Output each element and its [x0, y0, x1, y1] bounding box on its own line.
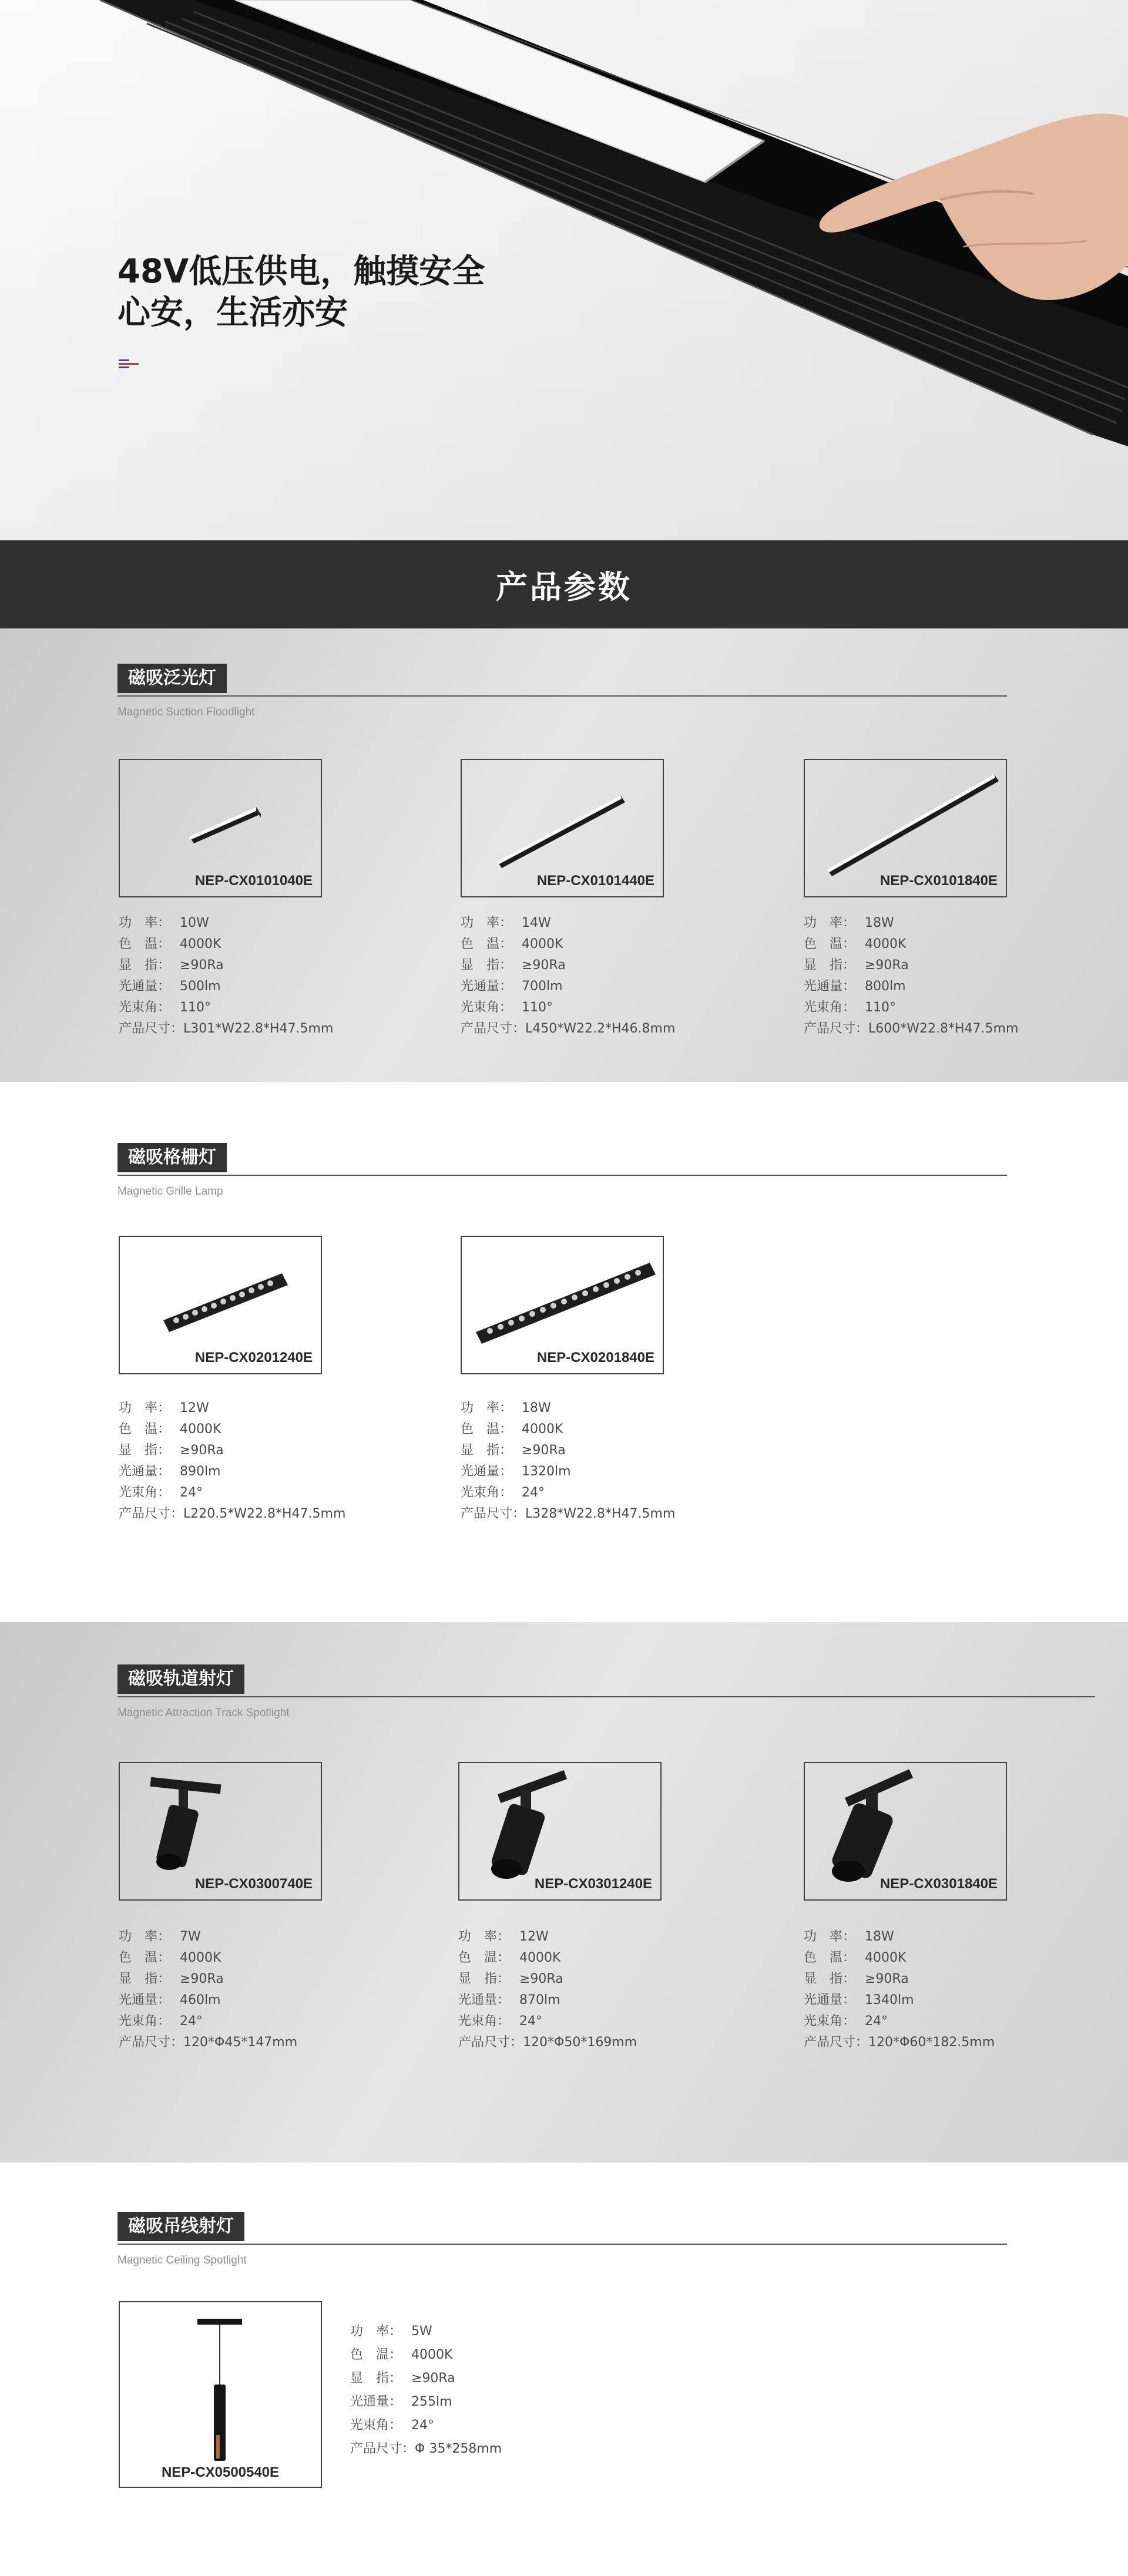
spec-label: 产品尺寸：	[461, 1021, 526, 1036]
spec-label: 光束角：	[350, 2418, 402, 2433]
spec-flux: 460lm	[180, 1993, 221, 2007]
spec-cct: 4000K	[865, 937, 907, 951]
section-title: 磁吸轨道射灯	[118, 1664, 244, 1694]
spec-label: 光通量：	[119, 1993, 171, 2007]
spec-label: 显 指：	[458, 1972, 511, 1986]
spec-beam: 110°	[180, 1000, 211, 1015]
section-subtitle: Magnetic Suction Floodlight	[118, 706, 255, 718]
product-specs	[461, 1398, 707, 1525]
spec-power: 14W	[522, 916, 551, 930]
spec-label: 显 指：	[119, 958, 171, 973]
spec-cct: 4000K	[411, 2348, 453, 2362]
spec-beam: 24°	[411, 2418, 434, 2433]
spec-cri: ≥90Ra	[180, 1443, 224, 1458]
spec-label: 光通量：	[350, 2395, 402, 2409]
spec-label: 产品尺寸：	[458, 2035, 523, 2050]
spec-cri: ≥90Ra	[180, 958, 224, 973]
spec-label: 光通量：	[119, 1464, 171, 1479]
spec-beam: 24°	[519, 2014, 542, 2029]
spec-cct: 4000K	[519, 1951, 561, 1965]
product-specs	[119, 1926, 365, 2053]
spec-flux: 800lm	[865, 979, 906, 994]
spec-size: L450*W22.2*H46.8mm	[525, 1021, 676, 1036]
spec-label: 光束角：	[119, 1000, 171, 1015]
spec-cct: 4000K	[865, 1951, 907, 1965]
spec-label: 显 指：	[119, 1443, 171, 1458]
product-card	[119, 2301, 322, 2488]
spec-label: 色 温：	[804, 1951, 856, 1965]
spec-size: 120*Φ60*182.5mm	[868, 2035, 995, 2050]
spec-label: 光通量：	[804, 1993, 856, 2007]
spec-label: 功 率：	[461, 1401, 513, 1415]
section-subtitle: Magnetic Grille Lamp	[118, 1185, 223, 1198]
spec-beam: 24°	[522, 1485, 545, 1500]
spec-cri: ≥90Ra	[865, 1972, 909, 1986]
section-floodlight	[0, 628, 1128, 1082]
spec-label: 产品尺寸：	[119, 1506, 184, 1521]
spec-label: 功 率：	[350, 2324, 402, 2339]
spec-beam: 24°	[180, 1485, 203, 1500]
spec-size: L600*W22.8*H47.5mm	[868, 1021, 1019, 1036]
spec-label: 产品尺寸：	[804, 1021, 869, 1036]
spec-beam: 110°	[865, 1000, 896, 1015]
spec-label: 产品尺寸：	[119, 1021, 184, 1036]
product-card	[461, 759, 664, 897]
spec-label: 显 指：	[119, 1972, 171, 1986]
spec-label: 产品尺寸：	[119, 2035, 184, 2050]
spec-label: 功 率：	[119, 1401, 171, 1415]
spec-beam: 110°	[522, 1000, 553, 1015]
section-subtitle: Magnetic Attraction Track Spotlight	[118, 1707, 290, 1719]
spec-label: 产品尺寸：	[804, 2035, 869, 2050]
product-model: NEP-CX0301840E	[879, 1876, 998, 1892]
spec-power: 10W	[180, 916, 209, 930]
product-card	[458, 1762, 662, 1901]
spec-flux: 500lm	[180, 979, 221, 994]
spec-cri: ≥90Ra	[522, 958, 566, 973]
spec-label: 光束角：	[461, 1485, 513, 1500]
spec-size: L328*W22.8*H47.5mm	[525, 1506, 676, 1521]
spec-label: 光束角：	[458, 2014, 511, 2029]
spec-power: 18W	[865, 916, 894, 930]
spec-power: 12W	[519, 1929, 549, 1944]
spec-label: 功 率：	[461, 916, 513, 930]
spec-label: 光束角：	[804, 1000, 856, 1015]
product-model: NEP-CX0300740E	[194, 1876, 313, 1892]
spec-label: 光通量：	[461, 979, 513, 994]
spec-label: 产品尺寸：	[461, 1506, 526, 1521]
spec-label: 光通量：	[461, 1464, 513, 1479]
spec-cri: ≥90Ra	[519, 1972, 563, 1986]
spec-flux: 700lm	[522, 979, 563, 994]
divider	[118, 2244, 1007, 2245]
section-grille	[0, 1082, 1128, 1622]
product-model: NEP-CX0500540E	[161, 2464, 280, 2480]
section-ceiling-spotlight	[0, 2163, 1128, 2576]
product-card	[461, 1236, 664, 1374]
spec-label: 光束角：	[461, 1000, 513, 1015]
spec-label: 显 指：	[461, 958, 513, 973]
spec-label: 色 温：	[119, 1951, 171, 1965]
spec-size: Φ 35*258mm	[415, 2442, 502, 2456]
spec-label: 色 温：	[350, 2348, 402, 2362]
spec-label: 光束角：	[804, 2014, 856, 2029]
divider	[118, 1175, 1007, 1176]
product-model: NEP-CX0101840E	[879, 873, 998, 889]
spec-power: 18W	[865, 1929, 894, 1944]
spec-flux: 1320lm	[522, 1464, 571, 1479]
product-specs	[119, 913, 365, 1040]
spec-label: 显 指：	[350, 2371, 402, 2386]
spec-power: 18W	[522, 1401, 551, 1415]
spec-flux: 870lm	[519, 1993, 560, 2007]
product-model: NEP-CX0101440E	[536, 873, 654, 889]
spec-cri: ≥90Ra	[865, 958, 909, 973]
spec-power: 5W	[411, 2324, 432, 2339]
section-title: 磁吸格栅灯	[118, 1143, 227, 1172]
product-model: NEP-CX0201240E	[194, 1350, 313, 1366]
product-card	[119, 759, 322, 897]
ceiling-spotlight-image	[120, 2302, 323, 2489]
spec-size: 120*Φ45*147mm	[183, 2035, 298, 2050]
product-specs	[458, 1926, 705, 2053]
spec-label: 产品尺寸：	[350, 2442, 415, 2456]
product-specs	[804, 1926, 1050, 2053]
product-specs	[804, 913, 1050, 1040]
product-specs	[119, 1398, 365, 1525]
spec-label: 色 温：	[119, 1422, 171, 1437]
spec-label: 光束角：	[119, 2014, 171, 2029]
hero-headline-line1: 48V低压供电，触摸安全	[118, 253, 485, 291]
spec-label: 功 率：	[119, 916, 171, 930]
spec-label: 光通量：	[458, 1993, 511, 2007]
spec-size: 120*Φ50*169mm	[523, 2035, 637, 2050]
spec-cri: ≥90Ra	[522, 1443, 566, 1458]
spec-cct: 4000K	[522, 937, 563, 951]
product-model: NEP-CX0201840E	[536, 1350, 654, 1366]
spec-flux: 255lm	[411, 2395, 452, 2409]
spec-cct: 4000K	[180, 1951, 221, 1965]
spec-power: 7W	[180, 1929, 201, 1944]
spec-size: L220.5*W22.8*H47.5mm	[183, 1506, 346, 1521]
spec-label: 色 温：	[461, 1422, 513, 1437]
spec-label: 显 指：	[804, 1972, 856, 1986]
product-specs	[350, 2320, 597, 2461]
product-model: NEP-CX0101040E	[194, 873, 313, 889]
spec-label: 光通量：	[119, 979, 171, 994]
spec-label: 光通量：	[804, 979, 856, 994]
spec-label: 显 指：	[461, 1443, 513, 1458]
spec-flux: 890lm	[180, 1464, 221, 1479]
spec-cct: 4000K	[522, 1422, 563, 1437]
spec-label: 色 温：	[461, 937, 513, 951]
divider	[118, 695, 1007, 697]
spec-label: 光束角：	[119, 1485, 171, 1500]
spec-label: 色 温：	[804, 937, 856, 951]
spec-label: 功 率：	[119, 1929, 171, 1944]
flag-icon	[119, 358, 139, 370]
spec-label: 功 率：	[804, 916, 856, 930]
section-subtitle: Magnetic Ceiling Spotlight	[118, 2254, 247, 2266]
spec-cct: 4000K	[180, 937, 221, 951]
spec-size: L301*W22.8*H47.5mm	[183, 1021, 334, 1036]
hero-headline	[118, 251, 529, 334]
spec-beam: 24°	[865, 2014, 888, 2029]
spec-cri: ≥90Ra	[180, 1972, 224, 1986]
spec-label: 功 率：	[458, 1929, 511, 1944]
hero-headline-line2: 心安，生活亦安	[118, 294, 348, 332]
spec-beam: 24°	[180, 2014, 203, 2029]
spec-cct: 4000K	[180, 1422, 221, 1437]
spec-label: 色 温：	[119, 937, 171, 951]
section-banner	[0, 540, 1128, 628]
hero-banner	[0, 0, 1128, 540]
product-model: NEP-CX0301240E	[534, 1876, 652, 1892]
spec-cri: ≥90Ra	[411, 2371, 455, 2386]
spec-flux: 1340lm	[865, 1993, 914, 2007]
banner-title: 产品参数	[496, 568, 632, 606]
spec-label: 功 率：	[804, 1929, 856, 1944]
section-title: 磁吸泛光灯	[118, 664, 227, 693]
product-card	[804, 759, 1007, 897]
product-card	[119, 1762, 322, 1901]
divider	[118, 1696, 1095, 1697]
spec-label: 色 温：	[458, 1951, 511, 1965]
section-title: 磁吸吊线射灯	[118, 2212, 244, 2241]
product-specs	[461, 913, 707, 1040]
section-track-spotlight	[0, 1622, 1128, 2163]
spec-power: 12W	[180, 1401, 209, 1415]
product-card	[804, 1762, 1007, 1901]
product-card	[119, 1236, 322, 1374]
spec-label: 显 指：	[804, 958, 856, 973]
